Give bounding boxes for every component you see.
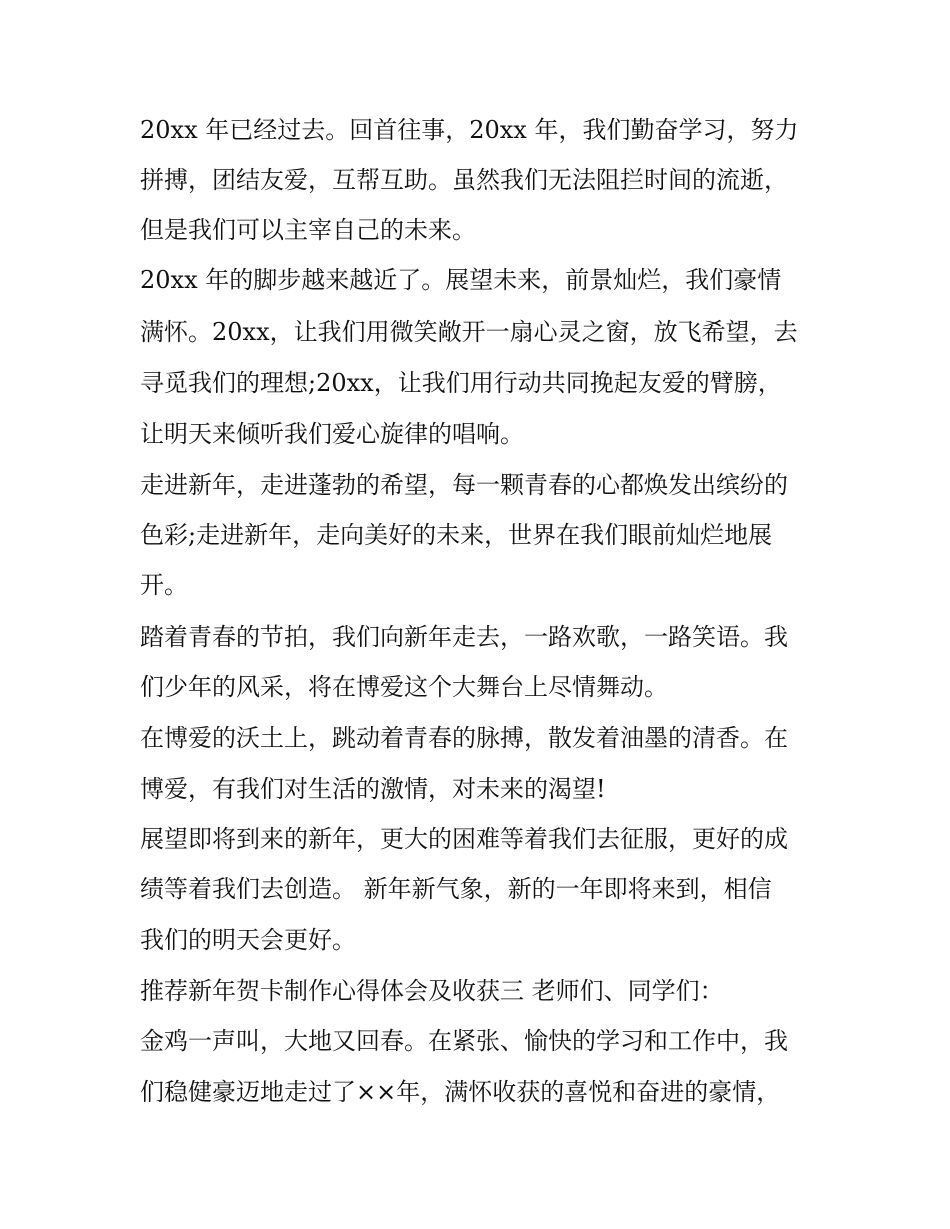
text-line: 开。 [140,571,188,599]
text-line: 满怀。20xx，让我们用微笑敞开一扇心灵之窗，放飞希望，去 [140,318,798,346]
text-line: 们少年的风采，将在博爱这个大舞台上尽情舞动。 [140,673,668,701]
text-line: 色彩;走进新年，走向美好的未来，世界在我们眼前灿烂地展 [140,521,773,549]
text-line: 们稳健豪迈地走过了××年，满怀收获的喜悦和奋进的豪情， [140,1078,781,1106]
text-line: 推荐新年贺卡制作心得体会及收获三 老师们、同学们： [140,977,724,1005]
text-line: 我们的明天会更好。 [140,926,356,954]
text-line: 博爱，有我们对生活的激情，对未来的渴望! [140,775,606,803]
text-line: 拼搏，团结友爱，互帮互助。虽然我们无法阻拦时间的流逝， [140,166,788,194]
text-line: 绩等着我们去创造。 新年新气象，新的一年即将来到，相信 [140,875,772,903]
text-line: 寻觅我们的理想;20xx，让我们用行动共同挽起友爱的臂膀， [140,369,782,397]
text-line: 20xx 年已经过去。回首往事，20xx 年，我们勤奋学习，努力 [140,116,799,144]
text-line: 让明天来倾听我们爱心旋律的唱响。 [140,420,524,448]
text-line: 踏着青春的节拍，我们向新年走去，一路欢歌，一路笑语。我 [140,623,788,651]
text-line: 走进新年，走进蓬勃的希望，每一颗青春的心都焕发出缤纷的 [140,471,788,499]
text-line: 20xx 年的脚步越来越近了。展望未来，前景灿烂，我们豪情 [140,266,782,294]
text-line: 但是我们可以主宰自己的未来。 [140,216,476,244]
text-line: 金鸡一声叫，大地又回春。在紧张、愉快的学习和工作中，我 [140,1027,788,1055]
text-line: 在博爱的沃土上，跳动着青春的脉搏，散发着油墨的清香。在 [140,724,788,752]
text-line: 展望即将到来的新年，更大的困难等着我们去征服，更好的成 [140,825,788,853]
